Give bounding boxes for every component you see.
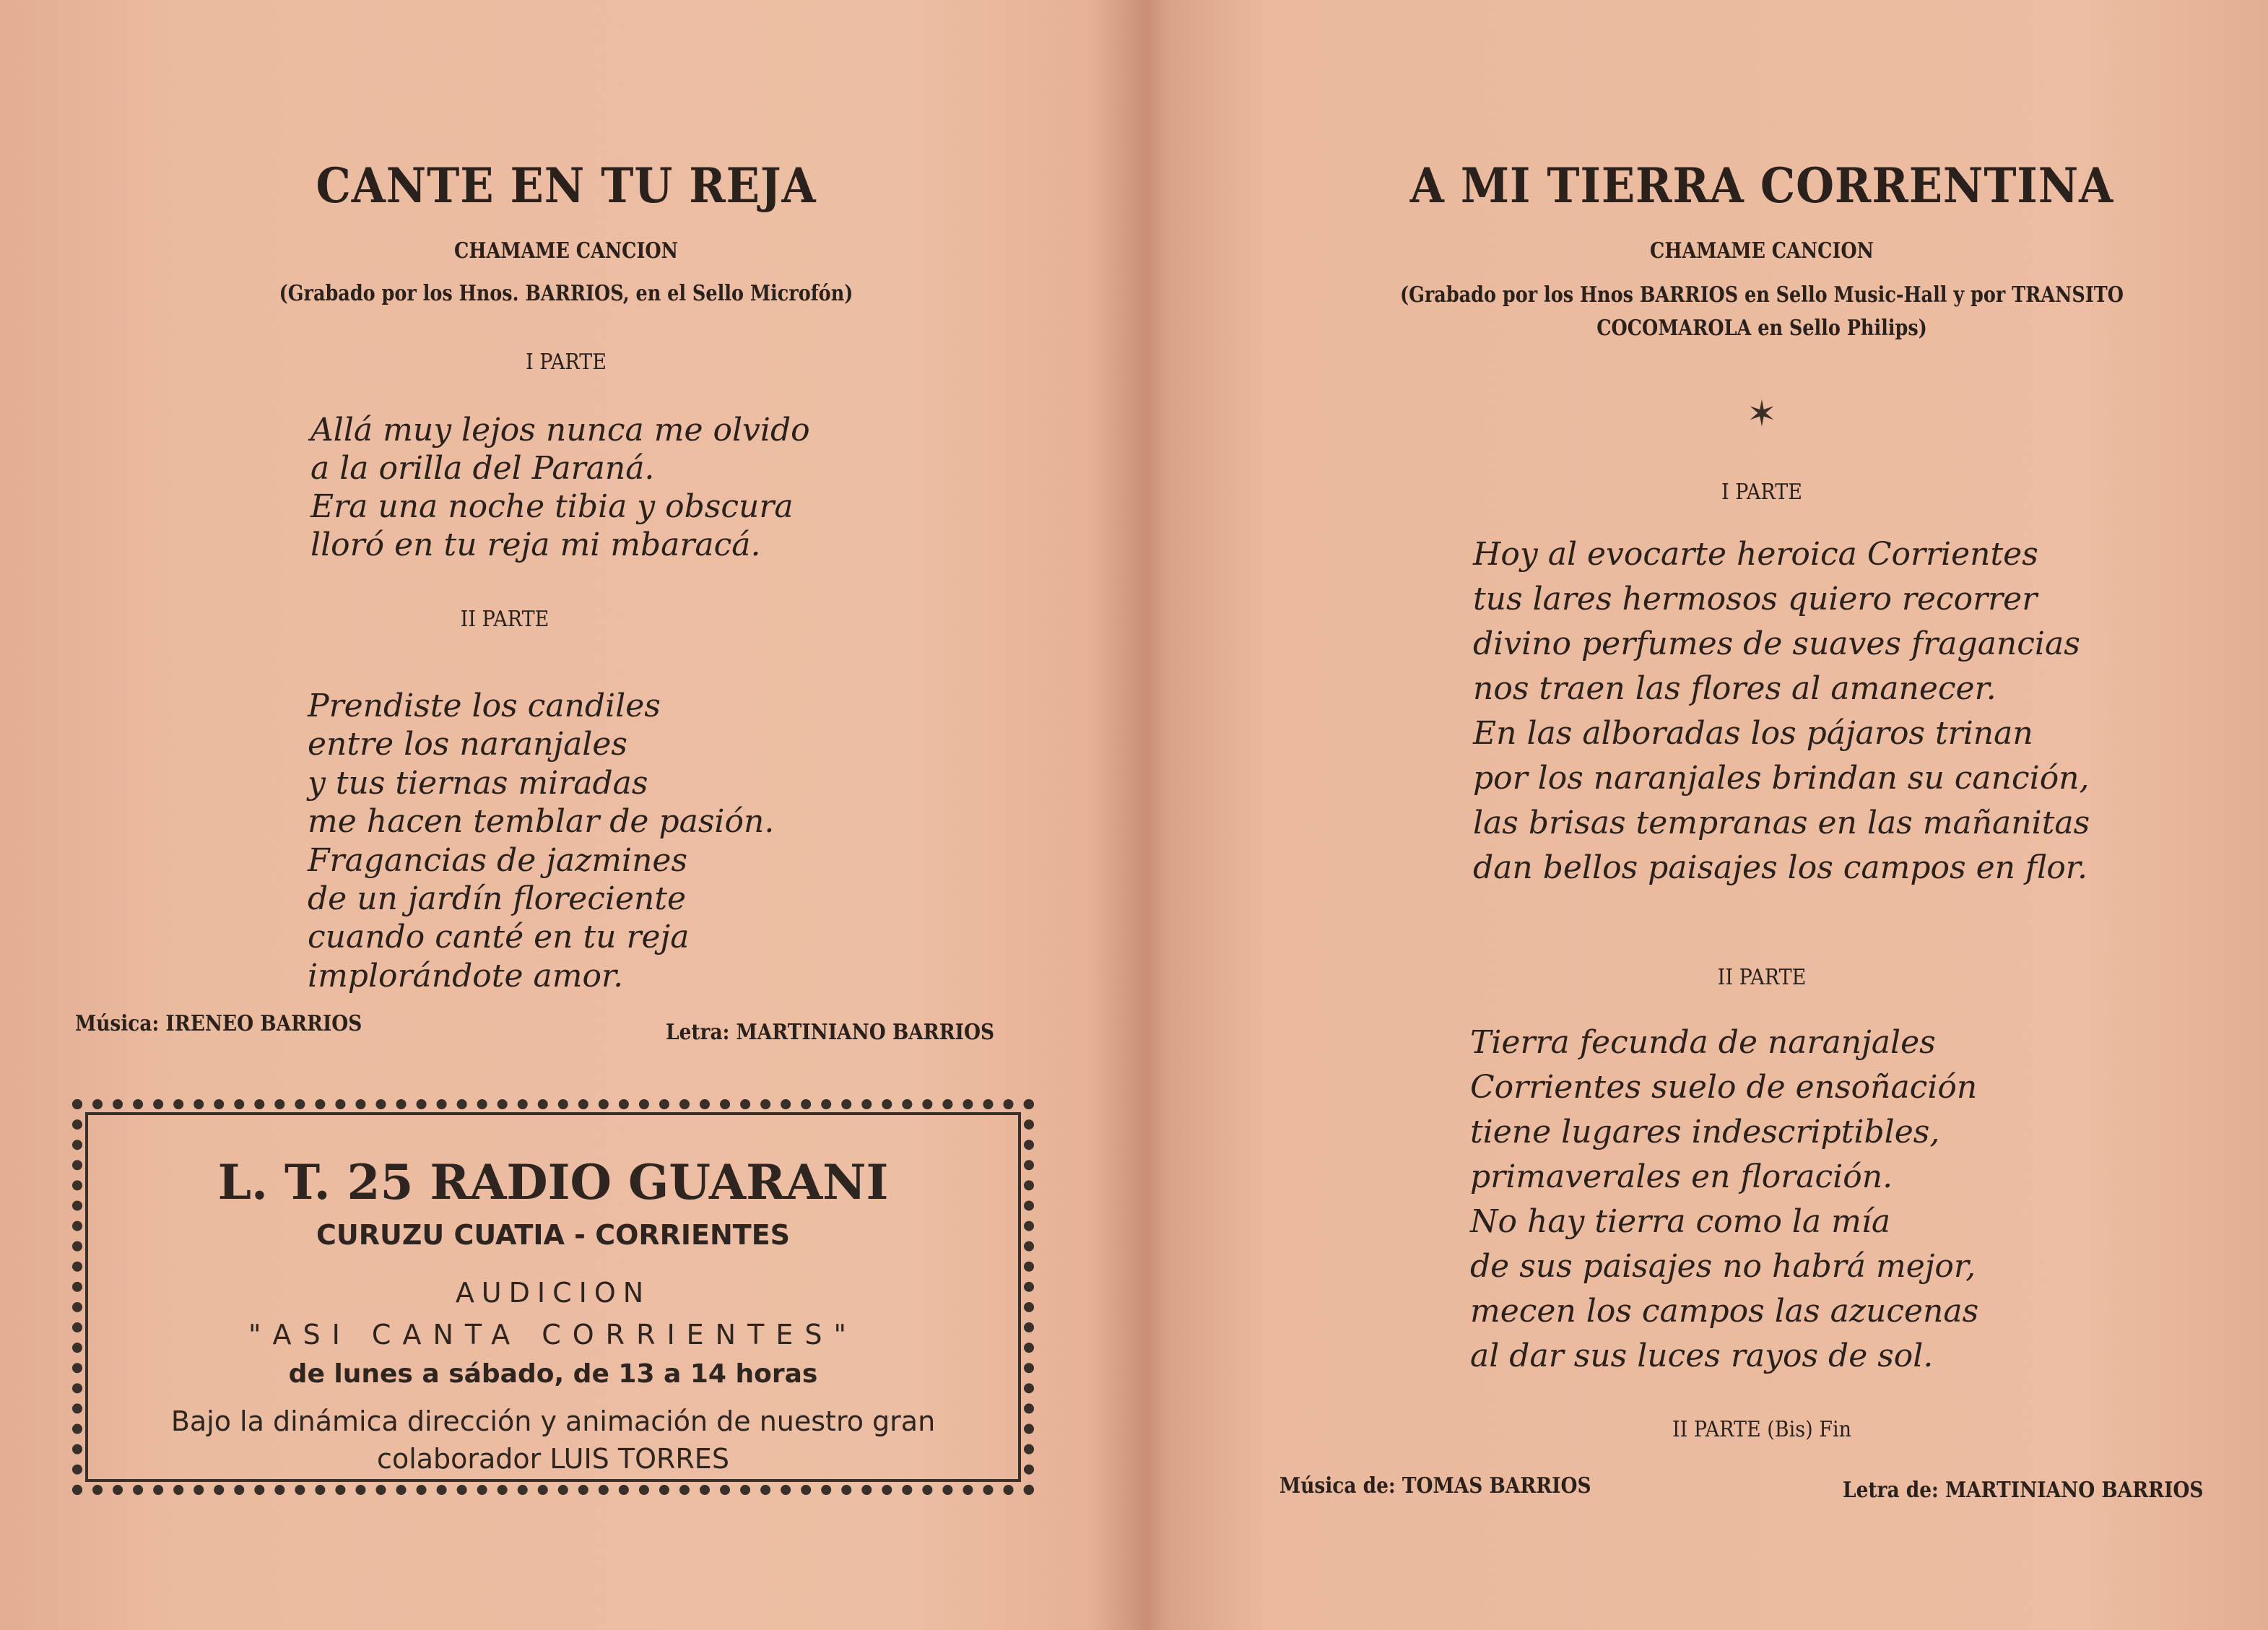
lyric-line: No hay tierra como la mía <box>1470 1203 1891 1240</box>
music-credit: Música de: TOMAS BARRIOS <box>1279 1473 1591 1499</box>
lyric-line: mecen los campos las azucenas <box>1470 1293 1979 1330</box>
music-credit: Música: IRENEO BARRIOS <box>75 1011 362 1036</box>
recording-info: (Grabado por los Hnos. BARRIOS, en el Sello Microfón) <box>279 281 853 306</box>
lyric-line: dan bellos paisajes los campos en flor. <box>1473 849 2087 886</box>
song-genre: CHAMAME CANCION <box>454 238 678 264</box>
lyric-line: tiene lugares indescriptibles, <box>1470 1114 1940 1150</box>
lyric-line: Hoy al evocarte heroica Corrientes <box>1473 536 2038 573</box>
recording-info <box>1277 279 2247 345</box>
lyric-line: Fragancias de jazmines <box>308 841 688 879</box>
part-label: II PARTE <box>460 607 549 632</box>
song-genre: CHAMAME CANCION <box>1650 238 1874 264</box>
part-label: II PARTE <box>1717 965 1807 990</box>
song-title: A MI TIERRA CORRENTINA <box>1409 157 2114 214</box>
lyric-line: En las alboradas los pájaros trinan <box>1473 715 2033 752</box>
ending-label: II PARTE (Bis) Fin <box>1672 1417 1852 1442</box>
lyric-line: lloró en tu reja mi mbaracá. <box>310 526 761 563</box>
lyric-line: de sus paisajes no habrá mejor, <box>1470 1248 1976 1285</box>
lyric-line: Tierra fecunda de naranjales <box>1470 1024 1936 1061</box>
lyric-line: de un jardín floreciente <box>308 880 687 917</box>
ad-collaborator: colaborador LUIS TORRES <box>377 1443 729 1475</box>
lyric-line: Era una noche tibia y obscura <box>310 488 794 525</box>
recording-line: (Grabado por los Hnos BARRIOS en Sello Music-Hall y por TRANSITO <box>1400 282 2124 308</box>
star-ornament-icon: ✶ <box>1747 393 1777 435</box>
lyric-line: tus lares hermosos quiero recorrer <box>1473 581 2038 617</box>
lyric-line: primaverales en floración. <box>1470 1158 1893 1195</box>
song-title: CANTE EN TU REJA <box>316 157 817 214</box>
lyric-line: Prendiste los candiles <box>308 688 661 724</box>
lyric-line: implorándote amor. <box>308 957 624 994</box>
lyric-line: nos traen las flores al amanecer. <box>1473 670 1997 707</box>
part-label: I PARTE <box>525 350 607 375</box>
ad-program: "ASI CANTA CORRIENTES" <box>248 1319 858 1351</box>
radio-advertisement <box>72 1099 1034 1495</box>
lyrics-credit: Letra: MARTINIANO BARRIOS <box>666 1020 995 1045</box>
ad-audicion: AUDICION <box>455 1277 651 1309</box>
ad-location: CURUZU CUATIA - CORRIENTES <box>316 1219 791 1251</box>
lyric-line: por los naranjales brindan su canción, <box>1473 760 2090 797</box>
ad-direction: Bajo la dinámica dirección y animación de nuestro gran <box>170 1405 936 1437</box>
ad-schedule: de lunes a sábado, de 13 a 14 horas <box>288 1359 818 1389</box>
ad-station: L. T. 25 RADIO GUARANI <box>217 1154 889 1210</box>
lyric-line: divino perfumes de suaves fragancias <box>1473 625 2080 662</box>
recording-line: COCOMAROLA en Sello Philips) <box>1596 316 1927 341</box>
lyric-line: Allá muy lejos nunca me olvido <box>310 412 810 448</box>
lyric-line: al dar sus luces rayos de sol. <box>1470 1338 1934 1374</box>
lyric-line: y tus tiernas miradas <box>308 764 648 802</box>
lyric-line: las brisas tempranas en las mañanitas <box>1473 805 2090 841</box>
lyrics-credit: Letra de: MARTINIANO BARRIOS <box>1843 1478 2204 1503</box>
lyric-line: Corrientes suelo de ensoñación <box>1470 1069 1978 1106</box>
part-label: I PARTE <box>1721 480 1802 505</box>
lyric-line: me hacen temblar de pasión. <box>308 803 775 841</box>
lyric-line: entre los naranjales <box>308 726 627 763</box>
lyric-line: cuando canté en tu reja <box>308 919 690 956</box>
lyric-line: a la orilla del Paraná. <box>310 450 655 487</box>
